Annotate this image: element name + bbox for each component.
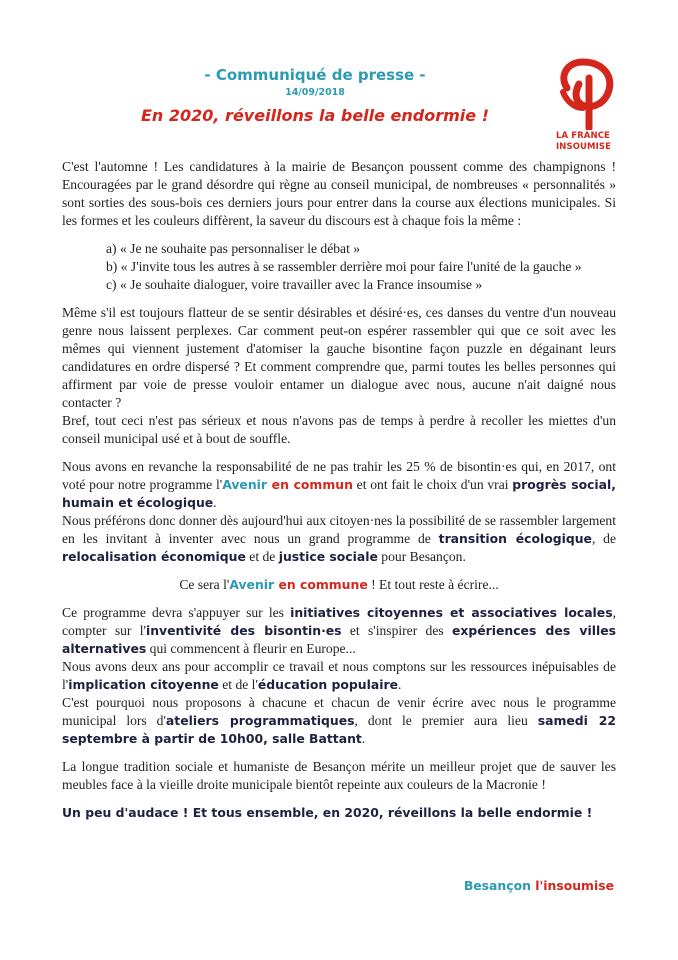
paragraph-workshops [62,694,616,748]
text-run: e [269,549,279,564]
list-item: a) « Je ne souhaite pas personnaliser le débat » [106,241,361,256]
text-run: , d [591,531,610,546]
text-run: C'est pourquoi nous proposons à chacune et chacun de venir écrire avec nous le programme municipal lors d' [62,695,616,728]
text-run: et de l' [218,677,258,692]
bold-phrase: éducation populaire [257,677,398,692]
phi-icon [553,58,623,130]
bold-phrase: justice sociale [278,549,378,564]
text-run: . [361,731,366,746]
paragraph-bref: Bref, tout ceci n'est pas sérieux et nous n'avons pas de temps à perdre à recoller les miettes d'un conseil municipal usé et à bout de souffle. [62,413,616,446]
document-date: 14/09/2018 [285,87,345,98]
text-run: Nous préférons donc donner dès aujourd'hui aux citoyen·nes la possibilité de se rassembler largement en les invitant à inventer avec nous un grand programme de [62,513,616,546]
en-commune-keyword: en commune [274,577,368,592]
bold-phrase: progrès social, humain et écologique [62,477,616,510]
signature-city: Besançon [463,878,531,893]
bold-phrase: relocalisation économique [62,549,246,564]
closing-slogan: Un peu d'audace ! Et tous ensemble, en 2020, réveillons la belle endormie ! [62,805,593,820]
paragraph-reaction: Même s'il est toujours flatteur de se sentir désirables et désiré·es, ces danses du ventre d'un nouveau genre nous laissent perplexes. Car comment peut-on espérer rassembler qui que ce soit avec les mêmes qui viennent justement d'atomiser la gauche bisontine façon puzzle en dégainant leurs candidatures en ordre dispersé ? Et comment comprendre que, parmi toutes les belles personnes qui affirment par voie de presse vouloir entamer un dialogue avec nous, aucune n'ait daigné nous contacter ? [62,305,616,410]
avenir-keyword: Avenir [222,477,267,492]
list-item: c) « Je souhaite dialoguer, voire travailler avec la France insoumise » [106,277,483,292]
text-run: et ont fait le choix d'un vrai [352,477,513,492]
paragraph-invitation [62,512,616,566]
bold-phrase: transition écologique [438,531,592,546]
text-run: Ce sera l' [179,577,230,592]
document-title: - Communiqué de presse - [204,66,426,84]
bold-phrase: expériences des villes alternatives [62,623,616,656]
bold-phrase: implication citoyenne [68,677,219,692]
signature-insoumise: l'insoumise [530,878,614,893]
signature [464,878,614,893]
text-run: Nous avons deux ans pour accomplir ce travail et nous comptons sur les ressources inépuisables de l' [62,659,616,692]
headline-slogan: En 2020, réveillons la belle endormie ! [140,106,490,125]
text-run: e [609,531,617,546]
text-run: Ce programme devra s'appuyer sur les [62,605,291,620]
text-run: qui commencent à fleurir en Europe... [146,641,356,656]
text-run: . [397,677,402,692]
text-run: pour Besançon. [377,549,466,564]
bold-phrase: initiatives citoyennes et associatives locales [290,605,613,620]
paragraph-responsibility [62,458,616,512]
logo-text-line-2: INSOUMISE [556,142,611,152]
paragraph-programme [62,604,616,658]
text-run: ! Et tout reste à écrire... [367,577,499,592]
paragraph-two-years [62,658,616,694]
event-date-phrase: samedi 22 septembre à partir de 10h00, salle Battant [62,713,617,746]
text-run: , dont le premier aura lieu [354,713,538,728]
text-run: et d [245,549,270,564]
text-run: , compter sur l' [62,605,616,638]
paragraph-avenir-en-commune [62,576,616,594]
la-france-insoumise-logo [553,58,623,162]
text-run: Nous avons en revanche la responsabilité de ne pas trahir les 25 % de bisontin·es qui, en 2017, ont voté pour notre programme l' [62,459,616,492]
quotes-list [62,240,616,294]
bold-phrase: ateliers programmatiques [165,713,355,728]
bold-phrase: inventivité des bisontin·es [145,623,342,638]
list-item: b) « J'invite tous les autres à se rassembler derrière moi pour faire l'unité de la gauche » [106,259,582,274]
logo-text-line-1: LA FRANCE [556,131,610,141]
text-run: . [213,495,217,510]
text-run: et s'inspirer des [341,623,452,638]
avenir-keyword: Avenir [229,577,275,592]
paragraph-tradition: La longue tradition sociale et humaniste de Besançon mérite un meilleur projet que de sauver les meubles face à la vieille droite municipale bientôt repeinte aux couleurs de la Macronie ! [62,759,616,792]
en-commun-keyword: en commun [267,477,353,492]
press-release-body [62,158,616,832]
paragraph-intro: C'est l'automne ! Les candidatures à la mairie de Besançon poussent comme des champignons ! Encouragées par le grand désordre qui règne au conseil municipal, de nombreuses « personnalités » sont sorties des sous-bois ces derniers jours pour entrer dans la course aux élections municipales. Si les formes et les couleurs diffèrent, la saveur du discours est à chaque fois la même : [62,159,616,228]
